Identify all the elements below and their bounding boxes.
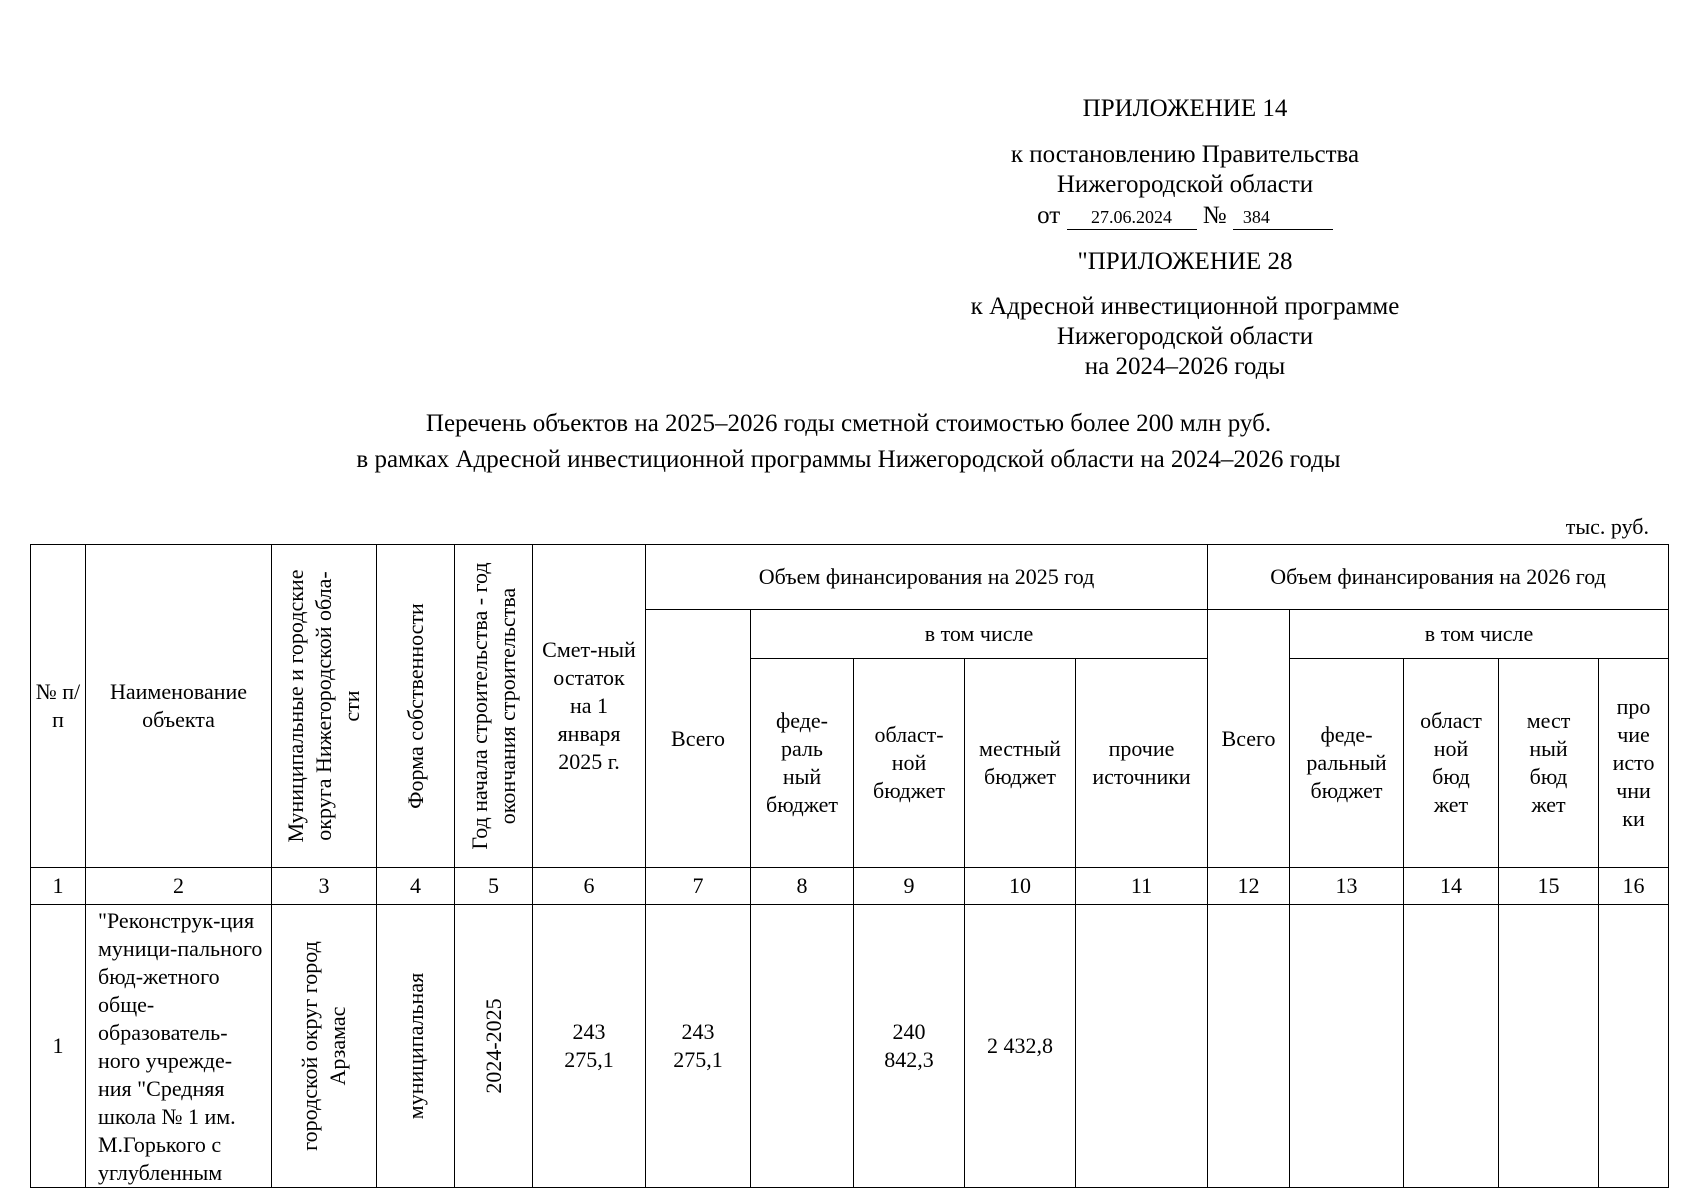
resolution-line-1: к постановлению Правительства	[1010, 141, 1360, 168]
table-row	[31, 905, 1669, 1188]
column-number: 7	[646, 868, 751, 905]
row-balance: 243 275,1	[533, 905, 646, 1188]
header-ownership-cell	[377, 545, 455, 868]
column-number: 2	[86, 868, 272, 905]
header-municipality: Муниципальные и городские округа Нижегородской обла-сти	[283, 569, 364, 843]
row-other-2025	[1076, 905, 1208, 1188]
row-regional-2025: 240 842,3	[854, 905, 965, 1188]
column-number: 16	[1599, 868, 1669, 905]
header-name: Наименование объекта	[86, 545, 272, 868]
row-years: 2024-2025	[480, 998, 506, 1094]
list-title-line-2: в рамках Адресной инвестиционной программы Нижегородской области на 2024–2026 годы	[356, 446, 1341, 473]
row-num: 1	[31, 905, 86, 1188]
header-ownership: Форма собственности	[402, 603, 428, 809]
number-sign: №	[1202, 202, 1227, 229]
header-years-cell	[455, 545, 533, 868]
header-regional-2026: област ной бюд жет	[1404, 659, 1499, 868]
header-local-2025: местный бюджет	[965, 659, 1076, 868]
objects-table	[30, 544, 1669, 1188]
header-num: № п/п	[31, 545, 86, 868]
row-local-2025: 2 432,8	[965, 905, 1076, 1188]
row-municipality-cell	[272, 905, 377, 1188]
appendix-title: ПРИЛОЖЕНИЕ 14	[1082, 95, 1288, 122]
header-other-2025: прочие источники	[1076, 659, 1208, 868]
header-total-2026: Всего	[1208, 610, 1290, 868]
row-years-cell	[455, 905, 533, 1188]
appendix-28-title: "ПРИЛОЖЕНИЕ 28	[1077, 248, 1293, 275]
row-federal-2026	[1290, 905, 1404, 1188]
row-local-2026	[1499, 905, 1599, 1188]
row-object-name: "Реконструк-ция муници-пального бюд-жетного обще-образователь-ного учрежде-ния "Средняя школа № 1 им. М.Горького с углубленным	[86, 905, 272, 1188]
column-number: 11	[1076, 868, 1208, 905]
header-local-2026: мест ный бюд жет	[1499, 659, 1599, 868]
date-prefix: от	[1037, 202, 1061, 229]
header-federal-2026: феде-ральный бюджет	[1290, 659, 1404, 868]
row-other-2026	[1599, 905, 1669, 1188]
header-federal-2025: феде-раль ный бюджет	[751, 659, 854, 868]
header-fin-2026: Объем финансирования на 2026 год	[1208, 545, 1669, 610]
program-line-1: к Адресной инвестиционной программе	[970, 293, 1400, 320]
column-number: 14	[1404, 868, 1499, 905]
column-number: 15	[1499, 868, 1599, 905]
header-other-2026: про чие исто чни ки	[1599, 659, 1669, 868]
column-number: 4	[377, 868, 455, 905]
header-total-2025: Всего	[646, 610, 751, 868]
row-municipality: городской округ город Арзамас	[297, 941, 350, 1151]
column-number: 10	[965, 868, 1076, 905]
column-number-row	[31, 868, 1669, 905]
column-number: 5	[455, 868, 533, 905]
header-including-2026: в том числе	[1290, 610, 1669, 659]
row-total-2025: 243 275,1	[646, 905, 751, 1188]
row-federal-2025	[751, 905, 854, 1188]
row-regional-2026	[1404, 905, 1499, 1188]
column-number: 13	[1290, 868, 1404, 905]
row-total-2026	[1208, 905, 1290, 1188]
header-including-2025: в том числе	[751, 610, 1208, 659]
list-title-line-1: Перечень объектов на 2025–2026 годы сметной стоимостью более 200 млн руб.	[425, 410, 1272, 437]
date-number-line	[900, 199, 1470, 232]
header-regional-2025: област-ной бюджет	[854, 659, 965, 868]
column-number: 8	[751, 868, 854, 905]
column-number: 3	[272, 868, 377, 905]
resolution-line-2: Нижегородской области	[1056, 171, 1314, 198]
header-balance: Смет-ный остаток на 1 января 2025 г.	[533, 545, 646, 868]
header-row-1	[31, 545, 1669, 610]
program-line-3: на 2024–2026 годы	[1084, 353, 1286, 380]
row-ownership-cell	[377, 905, 455, 1188]
column-number: 12	[1208, 868, 1290, 905]
column-number: 6	[533, 868, 646, 905]
row-ownership: муниципальная	[402, 972, 428, 1120]
unit-label: тыс. руб.	[1565, 514, 1649, 539]
header-municipality-cell	[272, 545, 377, 868]
column-number: 9	[854, 868, 965, 905]
column-number: 1	[31, 868, 86, 905]
header-fin-2025: Объем финансирования на 2025 год	[646, 545, 1208, 610]
number-value: 384	[1233, 205, 1333, 230]
program-line-2: Нижегородской области	[1056, 323, 1314, 350]
header-years: Год начала строительства - год окончания строительства	[466, 562, 520, 850]
date-value: 27.06.2024	[1067, 205, 1197, 230]
